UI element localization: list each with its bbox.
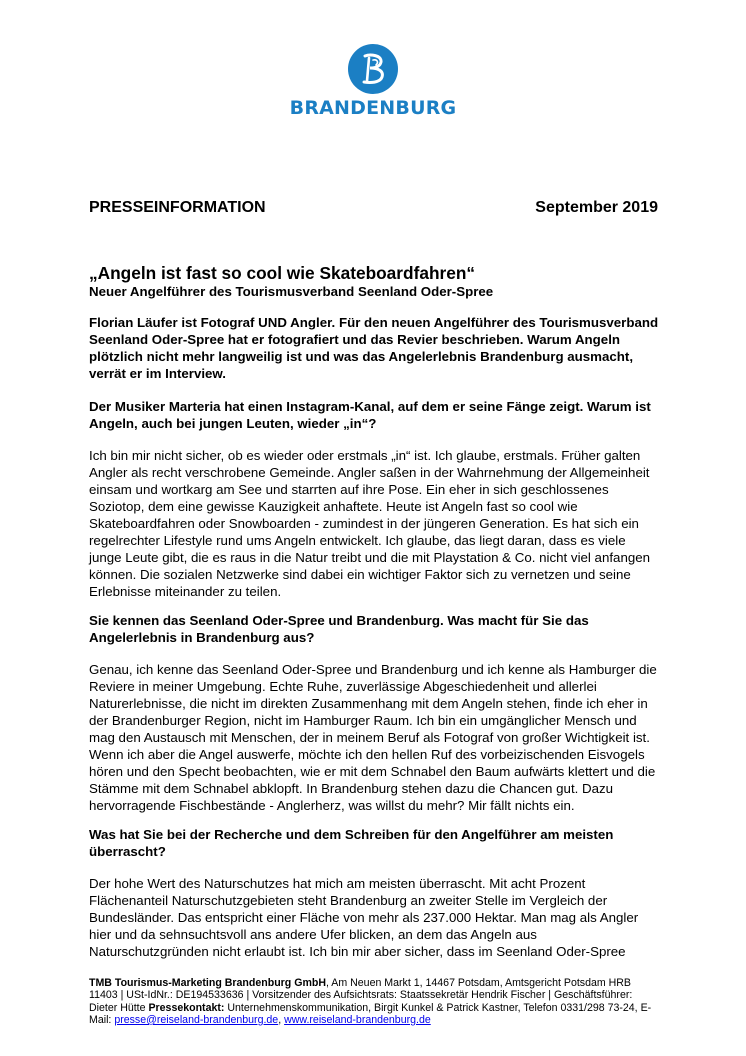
email-link[interactable]: presse@reiseland-brandenburg.de bbox=[114, 1013, 279, 1026]
footer-company: TMB Tourismus-Marketing Brandenburg GmbH bbox=[89, 977, 326, 989]
press-header bbox=[89, 199, 658, 217]
footer-contact-label: Pressekontakt: bbox=[148, 1001, 225, 1014]
article-title: „Angeln ist fast so cool wie Skateboardfahren“ bbox=[89, 263, 476, 283]
interview-question: Der Musiker Marteria hat einen Instagram-Kanal, auf dem er seine Fänge zeigt. Warum ist Angeln, auch bei jungen Leuten, wieder „in“? bbox=[89, 399, 651, 431]
interview-question: Was hat Sie bei der Recherche und dem Schreiben für den Angelführer am meisten überrascht? bbox=[89, 827, 614, 859]
article-intro: Florian Läufer ist Fotograf UND Angler. Für den neuen Angelführer des Tourismusverband Seenland Oder-Spree hat er fotografiert und das Revier beschrieben. Warum Angeln plötzlich nicht mehr langweilig ist und was das Angelerlebnis Brandenburg ausmacht, verrät er im Interview. bbox=[89, 315, 659, 381]
press-label: PRESSEINFORMATION bbox=[89, 199, 266, 216]
brand-logo bbox=[0, 44, 746, 119]
interview-answer: Genau, ich kenne das Seenland Oder-Spree und Brandenburg und ich kenne als Hamburger die Reviere in meiner Umgebung. Echte Ruhe, zuverlässige Abgeschiedenheit und allerlei Naturerlebnisse, die nicht im direkten Zusammenhang mit dem Angeln stehen, finde ich eher in der Brandenburger Region, nicht im Hamburger Raum. Ich bin ein umgänglicher Mensch und mag den Austausch mit Menschen, der in meinem Beruf als Fotograf von großer Wichtigkeit ist. Wenn ich aber die Angel auswerfe, möchte ich den hellen Ruf des vorbeizischenden Eisvogels hören und den Specht beobachten, wie er mit dem Schnabel den Baum aufwärts klettert und die Stämme mit dem Schnabel abklopft. In Brandenburg stehen dazu die Chancen gut. Dazu hervorragende Fischbestände - Anglerherz, was willst du mehr? Mir fällt nichts ein. bbox=[89, 662, 657, 813]
article-body bbox=[89, 263, 659, 960]
interview-answer: Ich bin mir nicht sicher, ob es wieder oder erstmals „in“ ist. Ich glaube, erstmals. Früher galten Angler als recht verschrobene Gemeinde. Angler saßen in der Wahrnehmung der Allgemeinheit einsam und wortkarg am See und starrten auf ihre Pose. Ein eher in sich geschlossenes Soziotop, dem eine gewisse Kauzigkeit anhaftete. Heute ist Angeln fast so cool wie Skateboardfahren oder Snowboarden - zumindest in der jüngeren Generation. Es hat sich ein regelrechter Lifestyle rund ums Angeln entwickelt. Ich glaube, das liegt daran, dass es viele junge Leute gibt, die es raus in die Natur treibt und die mit Playstation & Co. nicht viel anfangen können. Die sozialen Netzwerke sind dabei ein wichtiger Faktor sich zu vernetzen und seine Erlebnisse miteinander zu teilen. bbox=[89, 448, 651, 599]
brand-wordmark: BRANDENBURG bbox=[289, 97, 457, 119]
footer-contact: Unternehmenskommunikation, Birgit Kunkel & Patrick Kastner, Telefon 0331/298 73-24, E-Mail: bbox=[89, 1001, 652, 1026]
footer-separator: , bbox=[278, 1013, 285, 1026]
brandenburg-emblem-icon bbox=[348, 44, 398, 94]
page-footer bbox=[89, 977, 659, 1026]
interview-answer: Der hohe Wert des Naturschutzes hat mich am meisten überrascht. Mit acht Prozent Flächenanteil Naturschutzgebieten steht Brandenburg an zweiter Stelle im Vergleich der Bundesländer. Das entspricht einer Fläche von mehr als 237.000 Hektar. Man mag als Angler hier und da sehnsuchtsvoll ans andere Ufer blicken, an dem das Angeln aus Naturschutzgründen nicht erlaubt ist. Ich bin mir aber sicher, dass im Seenland Oder-Spree bbox=[89, 876, 639, 959]
article-subtitle: Neuer Angelführer des Tourismusverband Seenland Oder-Spree bbox=[89, 284, 494, 299]
interview-question: Sie kennen das Seenland Oder-Spree und Brandenburg. Was macht für Sie das Angelerlebnis in Brandenburg aus? bbox=[89, 613, 589, 645]
website-link[interactable]: www.reiseland-brandenburg.de bbox=[284, 1013, 431, 1026]
footer-address: , Am Neuen Markt 1, 14467 Potsdam, Amtsgericht Potsdam HRB 11403 | USt-IdNr.: DE194533636 | Vorsitzender des Aufsichtsrats: Staatssekretär Hendrik Fischer | Geschäftsführer: Dieter Hütte bbox=[89, 977, 633, 1014]
press-date: September 2019 bbox=[535, 199, 658, 216]
